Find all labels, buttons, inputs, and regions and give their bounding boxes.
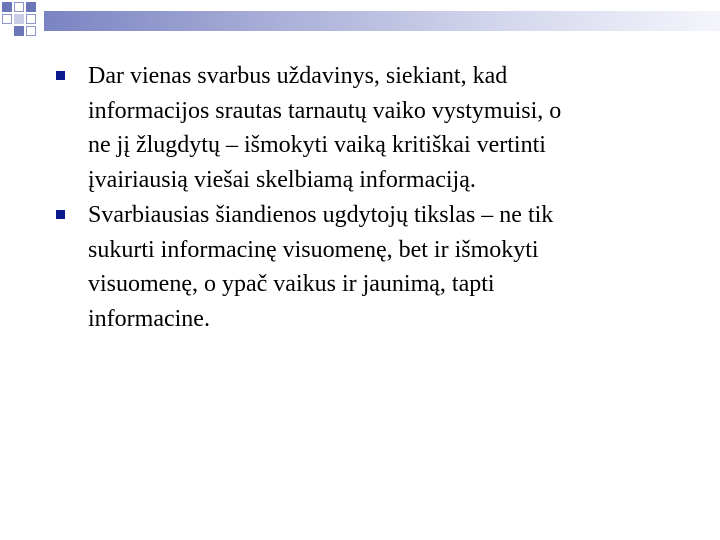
header-gradient-bar [44, 11, 720, 31]
text-line: ne jį žlugdytų – išmokyti vaiką kritiškai vertinti [88, 132, 546, 158]
decor-square [26, 14, 36, 24]
decor-square [14, 14, 24, 24]
text-line: Svarbiausias šiandienos ugdytojų tikslas – ne tik [88, 202, 554, 228]
bullet-text [88, 198, 648, 336]
bullet-list [56, 59, 656, 337]
decor-square [14, 2, 24, 12]
text-line: informacijos srautas tarnautų vaiko vystymuisi, o [88, 97, 562, 124]
bullet-item [56, 198, 656, 336]
square-bullet-icon [56, 71, 65, 80]
bullet-text [88, 59, 648, 197]
bullet-item [56, 59, 656, 197]
text-line: Dar vienas svarbus uždavinys, siekiant, kad [88, 63, 508, 89]
text-line: visuomenę, o ypač vaikus ir jaunimą, tapti [88, 271, 495, 297]
decor-square [2, 14, 12, 24]
decor-square [26, 26, 36, 36]
text-line: informacine. [88, 305, 210, 332]
text-line: įvairiausią viešai skelbiamą informaciją. [88, 166, 476, 193]
square-bullet-icon [56, 210, 65, 219]
decor-square [2, 2, 12, 12]
decor-square [14, 26, 24, 36]
text-line: sukurti informacinę visuomenę, bet ir išmokyti [88, 236, 539, 263]
decor-square [26, 2, 36, 12]
